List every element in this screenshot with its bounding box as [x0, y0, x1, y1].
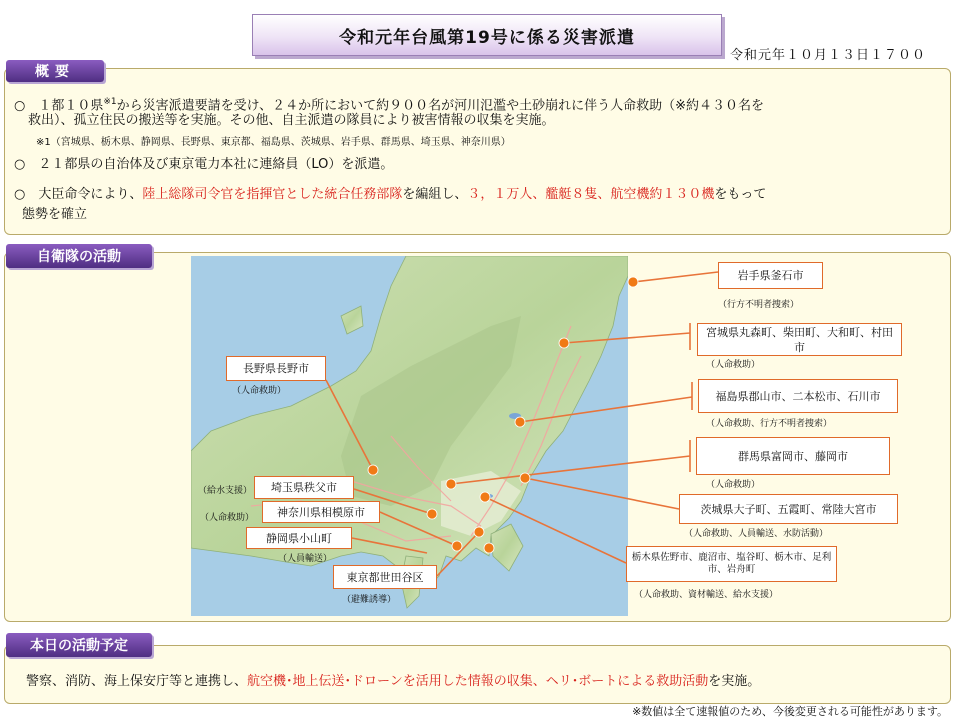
location-label-ibaraki: 茨城県大子町、五霞町、常陸大宮市 — [679, 494, 898, 524]
relief-map — [191, 256, 628, 616]
location-detail-tochigi: （人命救助、資材輸送、給水支援） — [634, 590, 779, 600]
overview-bullet-3 — [14, 186, 934, 203]
location-label-chichibu: 埼玉県秩父市 — [254, 476, 354, 499]
overview-header: 概要 — [6, 60, 104, 82]
bullet-1-text-a: ○ １都１０県 — [14, 98, 104, 114]
location-detail-oyama: （人員輸送） — [278, 554, 333, 564]
bullet-3-text-a: ○ 大臣命令により、 — [14, 187, 143, 202]
bullet-3-highlight-1: 陸上総隊司令官を指揮官とした統合任務部隊 — [142, 187, 403, 202]
bullet-1-footnote-mark: ※1 — [103, 97, 117, 107]
location-label-nagano: 長野県長野市 — [226, 356, 326, 381]
location-label-gunma: 群馬県富岡市、藤岡市 — [696, 437, 890, 475]
location-label-sagamihara: 神奈川県相模原市 — [262, 501, 380, 523]
location-label-tochigi: 栃木県佐野市、鹿沼市、塩谷町、栃木市、足利市、岩舟町 — [626, 546, 837, 582]
sado-island — [341, 306, 363, 334]
plan-text-b: を実施。 — [708, 674, 761, 689]
location-detail-gunma: （人命救助） — [706, 480, 761, 490]
activities-header: 自衛隊の活動 — [6, 244, 152, 268]
bullet-3-highlight-2: ３，１万人、艦艇８隻、航空機約１３０機 — [467, 187, 715, 202]
page-title: 令和元年台風第19号に係る災害派遣 — [252, 14, 722, 56]
location-label-kamaishi: 岩手県釜石市 — [718, 262, 823, 289]
plan-text-a: 警察、消防、海上保安庁等と連携し、 — [26, 674, 248, 689]
plan-text-highlight: 航空機･地上伝送･ドローンを活用した情報の収集、ヘリ･ボートによる救助活動 — [247, 674, 709, 689]
bullet-1-text-b: から災害派遣要請を受け、２４か所において約９００名が河川氾濫や土砂崩れに伴う人命救助（※約４３０名を — [116, 98, 764, 114]
plan-text — [26, 670, 760, 689]
location-detail-ibaraki: （人命救助、人員輸送、水防活動） — [684, 529, 829, 539]
location-label-setagaya: 東京都世田谷区 — [333, 565, 437, 589]
location-detail-miyagi: （人命救助） — [706, 360, 761, 370]
location-label-fukushima: 福島県郡山市、二本松市、石川市 — [698, 379, 898, 413]
bullet-3-text-b: を編組し、 — [402, 187, 468, 202]
map-terrain — [191, 256, 628, 616]
location-detail-nagano: （人命救助） — [232, 386, 287, 396]
location-label-oyama: 静岡県小山町 — [246, 527, 352, 549]
location-detail-sagamihara: （人命救助） — [200, 513, 255, 523]
report-date: 令和元年１０月１３日１７００ — [730, 48, 927, 63]
overview-note: ※1（宮城県、栃木県、静岡県、長野県、東京都、福島県、茨城県、岩手県、群馬県、埼玉県、神奈川県） — [36, 137, 511, 148]
plan-header: 本日の活動予定 — [6, 633, 152, 657]
location-detail-setagaya: （避難誘導） — [342, 595, 397, 605]
location-detail-kamaishi: （行方不明者捜索） — [718, 300, 800, 310]
overview-bullet-1-cont: 救出）、孤立住民の搬送等を実施。その他、自主派遣の隊員により被害情報の収集を実施。 — [28, 113, 555, 128]
bullet-3-text-c: をもって — [714, 187, 767, 202]
overview-bullet-3-cont: 態勢を確立 — [22, 207, 88, 222]
location-detail-chichibu: （給水支援） — [198, 486, 253, 496]
location-detail-fukushima: （人命救助、行方不明者捜索） — [706, 419, 833, 429]
overview-bullet-2: ○ ２１都県の自治体及び東京電力本社に連絡員（LO）を派遣。 — [14, 157, 394, 172]
footnote: ※数値は全て速報値のため、今後変更される可能性があります。 — [632, 705, 948, 718]
location-label-miyagi: 宮城県丸森町、柴田町、大和町、村田市 — [697, 323, 902, 356]
